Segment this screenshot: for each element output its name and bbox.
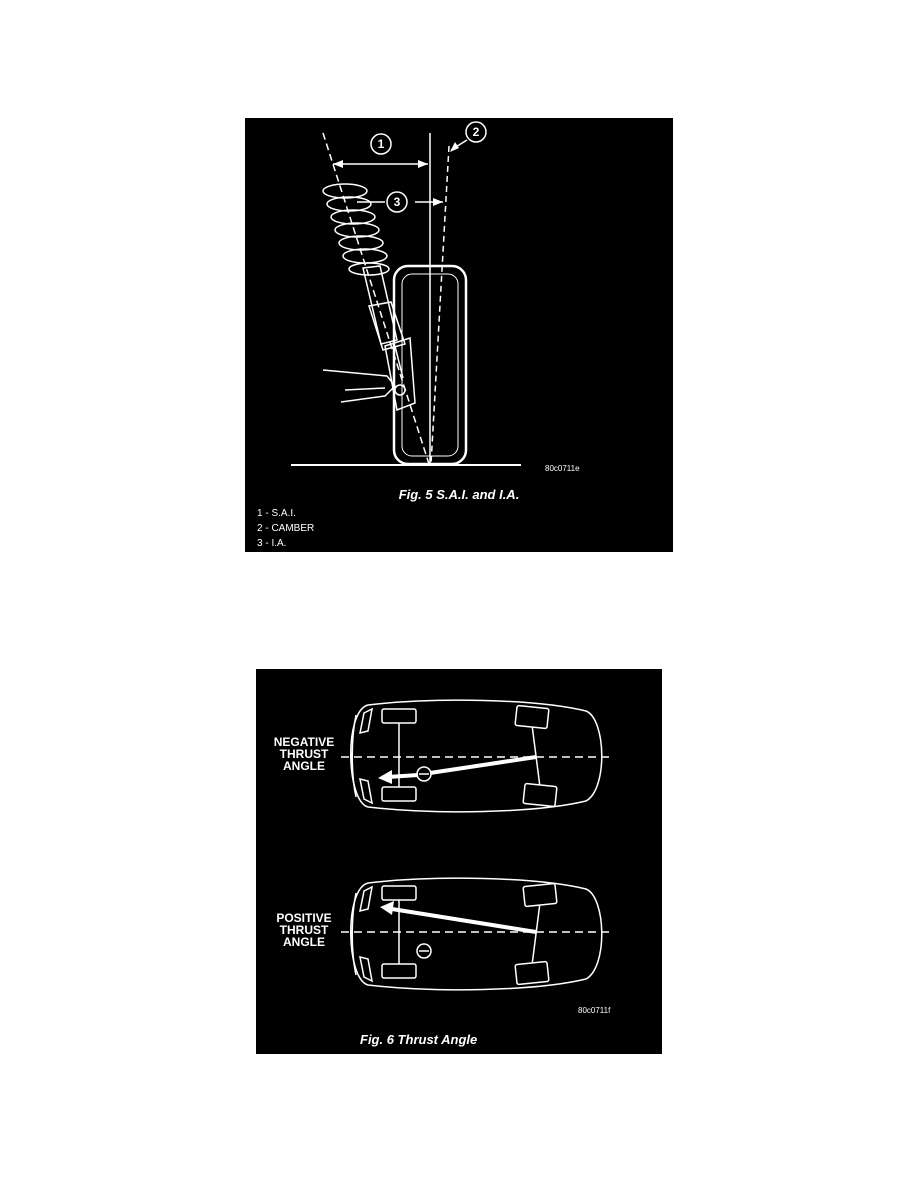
car-negative	[341, 700, 611, 812]
thrust-line-negative	[430, 757, 536, 773]
figure-code: 80c0711f	[578, 1006, 611, 1015]
wheel-rear-right	[515, 961, 549, 984]
coil-spring	[323, 184, 389, 275]
legend-item-2: 2 - CAMBER	[257, 523, 315, 534]
wheel-front-left	[382, 886, 416, 900]
thrust-line-positive	[392, 909, 536, 932]
figure-sai-ia	[245, 118, 673, 552]
figure-thrust-angle	[256, 669, 662, 1054]
callout-3-label: 3	[393, 195, 401, 209]
thrust-arrow-positive	[380, 901, 394, 915]
wheel-rear-left	[515, 705, 549, 728]
wheel-front-right	[382, 787, 416, 801]
callout-2-label: 2	[472, 125, 480, 139]
callout-1-label: 1	[377, 137, 385, 151]
thrust-arrow-negative	[378, 770, 392, 784]
figure-caption: Fig. 5 S.A.I. and I.A.	[398, 487, 520, 502]
ball-joint	[395, 385, 405, 395]
positive-thrust-label: POSITIVE THRUST ANGLE	[276, 911, 332, 949]
car-positive	[341, 878, 611, 990]
wheel-front-right	[382, 964, 416, 978]
wheel-rear-left	[523, 883, 557, 906]
legend-item-3: 3 - I.A.	[257, 538, 287, 549]
control-arm	[323, 370, 395, 402]
figure-caption: Fig. 6 Thrust Angle	[360, 1032, 478, 1047]
figure-code: 80c0711e	[545, 464, 580, 473]
sai-line	[323, 133, 429, 464]
wheel-front-left	[382, 709, 416, 723]
wheel-rear-right	[523, 783, 557, 806]
negative-thrust-label: NEGATIVE THRUST ANGLE	[273, 735, 335, 773]
camber-line	[431, 146, 449, 464]
thrust-angle-diagram	[256, 669, 662, 1054]
legend-item-1: 1 - S.A.I.	[257, 508, 296, 519]
